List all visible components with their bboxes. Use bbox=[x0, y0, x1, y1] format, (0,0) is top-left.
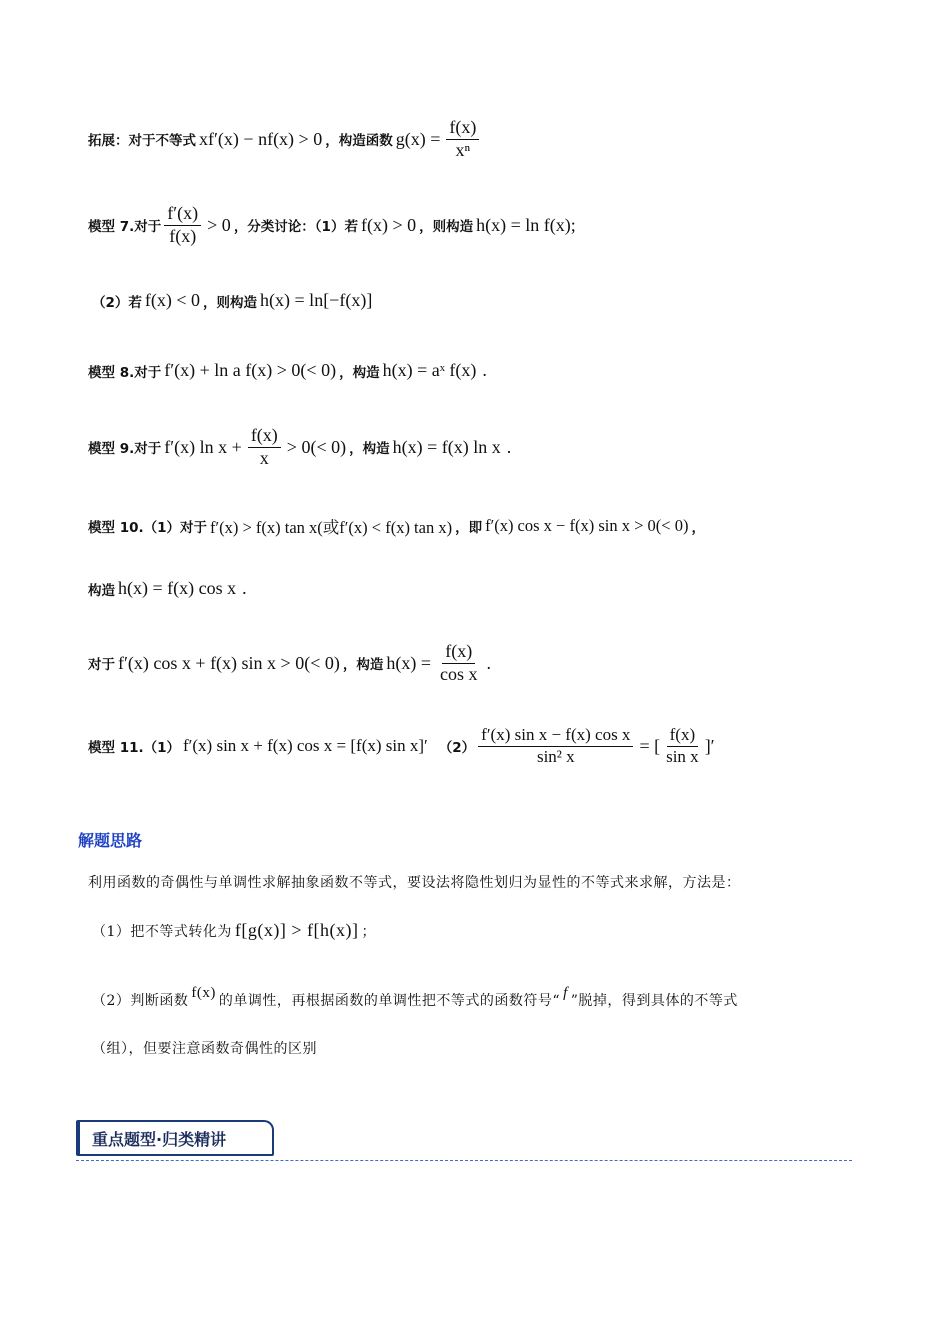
model10c-frac-den: cos x bbox=[440, 663, 478, 684]
model7b-h2: h(x) = ln[−f(x)] bbox=[260, 290, 373, 310]
model10c-line bbox=[88, 642, 494, 685]
model8-end: . bbox=[482, 360, 487, 380]
approach-step2 bbox=[92, 984, 738, 1010]
section-title-box bbox=[76, 1120, 274, 1156]
model10c-h-lhs: h(x) = bbox=[386, 652, 431, 673]
extension-label: 拓展：对于不等式 bbox=[88, 133, 196, 150]
model7b-line bbox=[92, 290, 375, 311]
step2-f: f bbox=[563, 984, 568, 1001]
model9-frac-den: x bbox=[259, 447, 269, 468]
model7-then1: ，则构造 bbox=[419, 219, 474, 236]
step2-label: （2）判断函数 bbox=[92, 993, 189, 1009]
model8-mid: ，构造 bbox=[339, 364, 380, 381]
model7-frac-num: f′(x) bbox=[164, 204, 201, 226]
model7-mid: ，分类讨论：（1）若 bbox=[233, 219, 358, 236]
model7-frac-den: f(x) bbox=[169, 225, 197, 246]
model10c-inequality: f′(x) cos x + f(x) sin x > 0(< 0) bbox=[118, 652, 340, 673]
approach-heading: 解题思路 bbox=[78, 831, 143, 850]
model11-eq-mid: = [ bbox=[639, 735, 661, 756]
model7-h1: h(x) = ln f(x); bbox=[476, 214, 576, 235]
extension-inequality: xf′(x) − nf(x) > 0 bbox=[199, 128, 323, 149]
model11-frac2-den: sin x bbox=[666, 746, 699, 766]
extension-g-lhs: g(x) = bbox=[395, 128, 441, 149]
model9-frac-num: f(x) bbox=[248, 426, 281, 448]
model11-eq1: f′(x) sin x + f(x) cos x = [f(x) sin x]′ bbox=[183, 736, 428, 756]
model11-line bbox=[88, 726, 718, 766]
model10-line bbox=[88, 514, 705, 538]
model9-end: . bbox=[506, 436, 512, 457]
extension-mid: ，构造函数 bbox=[325, 133, 393, 150]
extension-fraction bbox=[446, 118, 479, 161]
step2-end: ”脱掉，得到具体的不等式 bbox=[570, 993, 738, 1009]
model10c-label: 对于 bbox=[88, 657, 115, 674]
model9-fraction bbox=[248, 426, 281, 469]
step2-mid: 的单调性，再根据函数的单调性把不等式的函数符号“ bbox=[218, 993, 561, 1009]
step1-label: （1）把不等式转化为 bbox=[92, 923, 232, 940]
model11-frac-den: sin² x bbox=[536, 746, 575, 766]
model7b-cond2: f(x) < 0 bbox=[144, 290, 201, 310]
model7-rel: > 0 bbox=[207, 214, 231, 235]
model8-h: h(x) = aˣ f(x) bbox=[382, 360, 477, 380]
model10-inequality: f′(x) > f(x) tan x(或f′(x) < f(x) tan x) bbox=[210, 518, 453, 537]
model10-end: ， bbox=[691, 520, 705, 536]
model10b-label: 构造 bbox=[88, 582, 115, 599]
approach-step1 bbox=[92, 920, 376, 941]
section-divider bbox=[76, 1160, 852, 1161]
model8-label: 模型 8.对于 bbox=[88, 364, 162, 381]
model7b-label: （2）若 bbox=[92, 294, 142, 311]
model10-inequality2: f′(x) cos x − f(x) sin x > 0(< 0) bbox=[485, 516, 689, 535]
model11-frac2-num: f(x) bbox=[667, 726, 698, 747]
model7-label: 模型 7.对于 bbox=[88, 219, 162, 236]
model10c-end: . bbox=[486, 652, 491, 673]
extension-frac-den: xⁿ bbox=[455, 139, 471, 160]
step1-formula: f[g(x)] > f[h(x)] bbox=[234, 920, 359, 940]
approach-step2-cont: （组），但要注意函数奇偶性的区别 bbox=[92, 1041, 317, 1057]
model8-inequality: f′(x) + ln a f(x) > 0(< 0) bbox=[164, 360, 337, 380]
model11-frac-num: f′(x) sin x − f(x) cos x bbox=[478, 726, 633, 747]
model7-line bbox=[88, 204, 579, 247]
model11-eq-end: ]′ bbox=[704, 735, 715, 756]
model11-fraction2 bbox=[663, 726, 702, 766]
model11-fraction bbox=[478, 726, 633, 766]
model9-mid: ，构造 bbox=[349, 441, 390, 458]
model9-rel: > 0(< 0) bbox=[286, 436, 347, 457]
model7-fraction bbox=[164, 204, 201, 247]
model10c-mid: ，构造 bbox=[342, 657, 384, 674]
model7-cond1: f(x) > 0 bbox=[360, 214, 417, 235]
extension-frac-num: f(x) bbox=[446, 118, 479, 140]
approach-intro: 利用函数的奇偶性与单调性求解抽象函数不等式，要设法将隐性划归为显性的不等式来求解，方法是： bbox=[88, 875, 741, 891]
model10-mid: ，即 bbox=[455, 520, 483, 536]
model7b-then2: ，则构造 bbox=[203, 294, 258, 311]
model9-left: f′(x) ln x + bbox=[164, 436, 242, 457]
model10c-frac-num: f(x) bbox=[442, 642, 475, 664]
model10b-line bbox=[88, 578, 250, 599]
model9-line bbox=[88, 426, 514, 469]
model10c-fraction bbox=[437, 642, 481, 685]
model10b-h: h(x) = f(x) cos x bbox=[118, 578, 237, 598]
section-title: 重点题型·归类精讲 bbox=[92, 1129, 227, 1149]
model9-label: 模型 9.对于 bbox=[88, 441, 162, 458]
model11-part2: （2） bbox=[438, 740, 476, 757]
model10b-end: . bbox=[242, 578, 247, 598]
model11-label: 模型 11.（1） bbox=[88, 740, 181, 757]
step1-end: ； bbox=[361, 923, 377, 940]
model9-h: h(x) = f(x) ln x bbox=[392, 436, 501, 457]
extension-line bbox=[88, 118, 482, 161]
model8-line bbox=[88, 360, 490, 381]
step2-fx: f(x) bbox=[191, 984, 216, 1001]
model10-label: 模型 10.（1）对于 bbox=[88, 520, 208, 536]
